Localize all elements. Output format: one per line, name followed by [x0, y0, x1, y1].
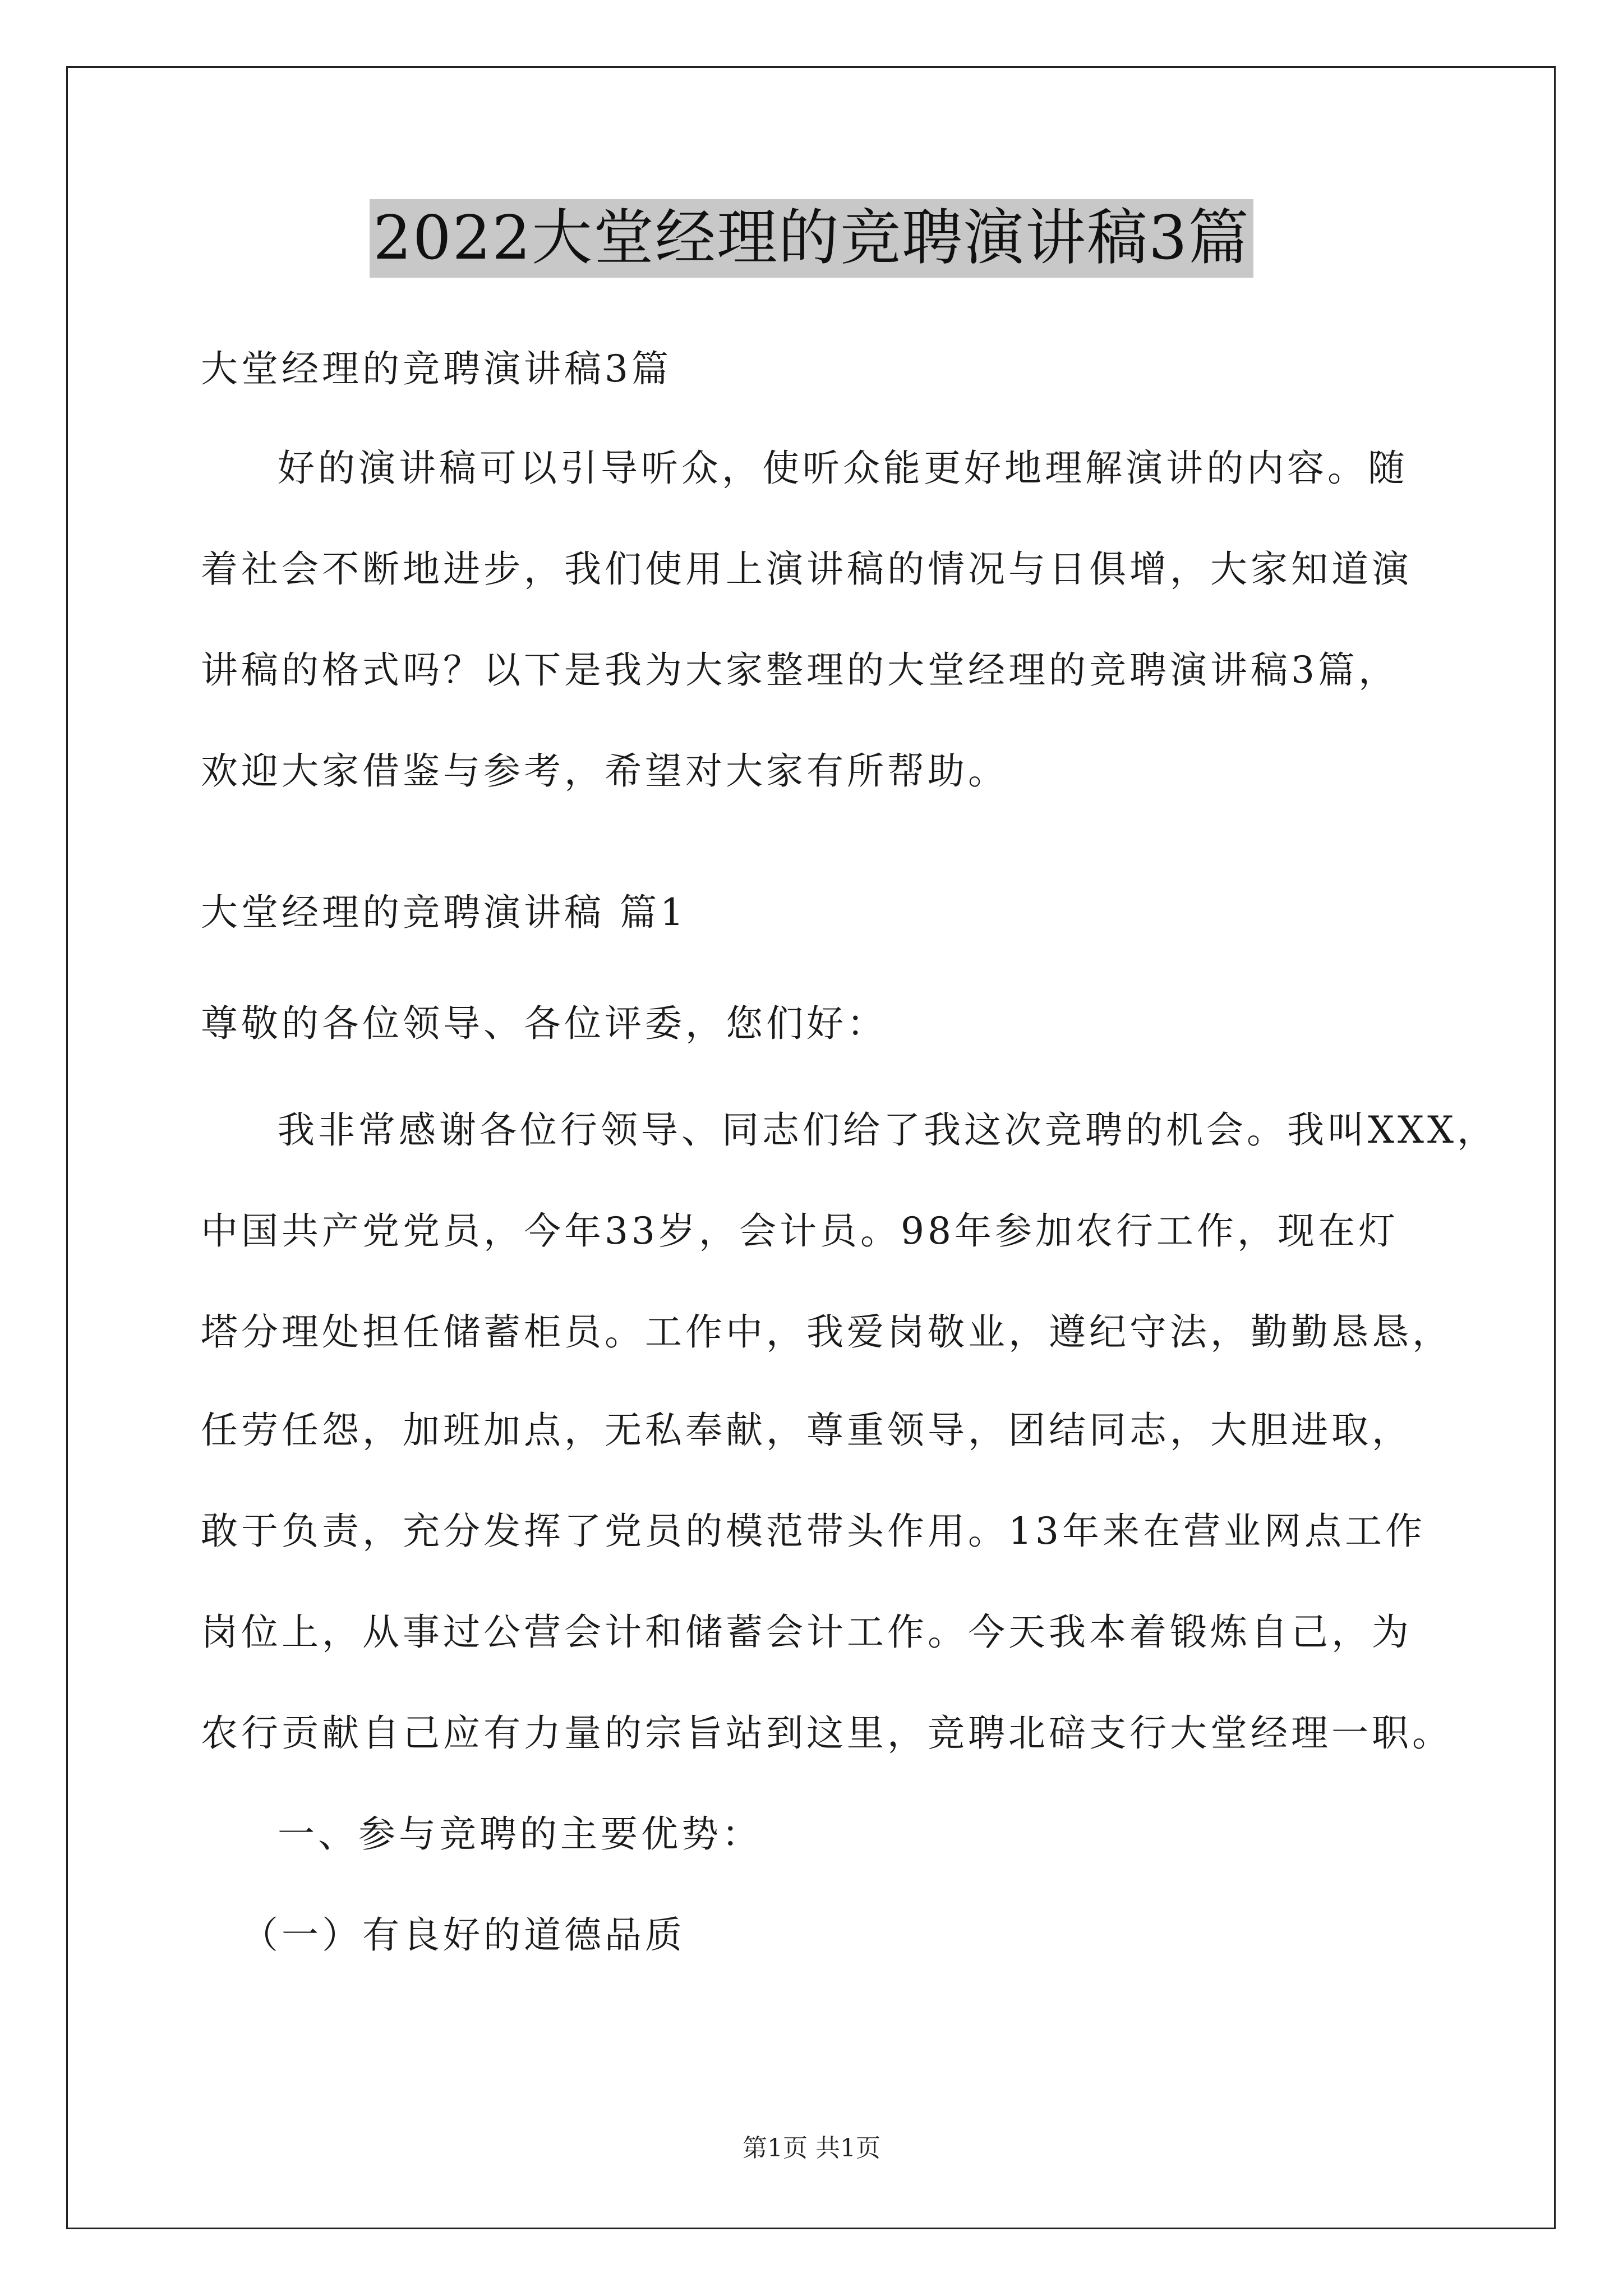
paragraph-line: 塔分理处担任储蓄柜员。工作中，我爱岗敬业，遵纪守法，勤勤恳恳， [201, 1310, 1453, 1354]
paragraph-line: 中国共产党党员，今年33岁，会计员。98年参加农行工作，现在灯 [201, 1209, 1399, 1253]
paragraph-line: 欢迎大家借鉴与参考，希望对大家有所帮助。 [201, 749, 1008, 793]
paragraph-line: 农行贡献自己应有力量的宗旨站到这里，竞聘北碚支行大堂经理一职。 [201, 1711, 1453, 1755]
paragraph-line: 岗位上，从事过公营会计和储蓄会计工作。今天我本着锻炼自己，为 [201, 1611, 1412, 1654]
section-heading: 大堂经理的竞聘演讲稿 篇1 [201, 891, 687, 934]
subtitle-line: 大堂经理的竞聘演讲稿3篇 [201, 347, 672, 390]
title-container [0, 199, 1623, 278]
salutation-line: 尊敬的各位领导、各位评委，您们好： [201, 1002, 887, 1045]
list-subheading: （一）有良好的道德品质 [241, 1913, 685, 1957]
list-heading: 一、参与竞聘的主要优势： [278, 1812, 762, 1856]
paragraph-line: 讲稿的格式吗？以下是我为大家整理的大堂经理的竞聘演讲稿3篇， [201, 648, 1399, 692]
page-footer: 第1页 共1页 [743, 2134, 880, 2162]
paragraph-line: 任劳任怨，加班加点，无私奉献，尊重领导，团结同志，大胆进取， [201, 1409, 1412, 1452]
paragraph-line: 着社会不断地进步，我们使用上演讲稿的情况与日俱增，大家知道演 [201, 547, 1412, 591]
document-title: 2022大堂经理的竞聘演讲稿3篇 [370, 199, 1253, 278]
paragraph-line: 敢于负责，充分发挥了党员的模范带头作用。13年来在营业网点工作 [201, 1510, 1426, 1553]
paragraph-line: 我非常感谢各位行领导、同志们给了我这次竞聘的机会。我叫XXX， [278, 1108, 1497, 1152]
paragraph-line: 好的演讲稿可以引导听众，使听众能更好地理解演讲的内容。随 [278, 447, 1408, 490]
